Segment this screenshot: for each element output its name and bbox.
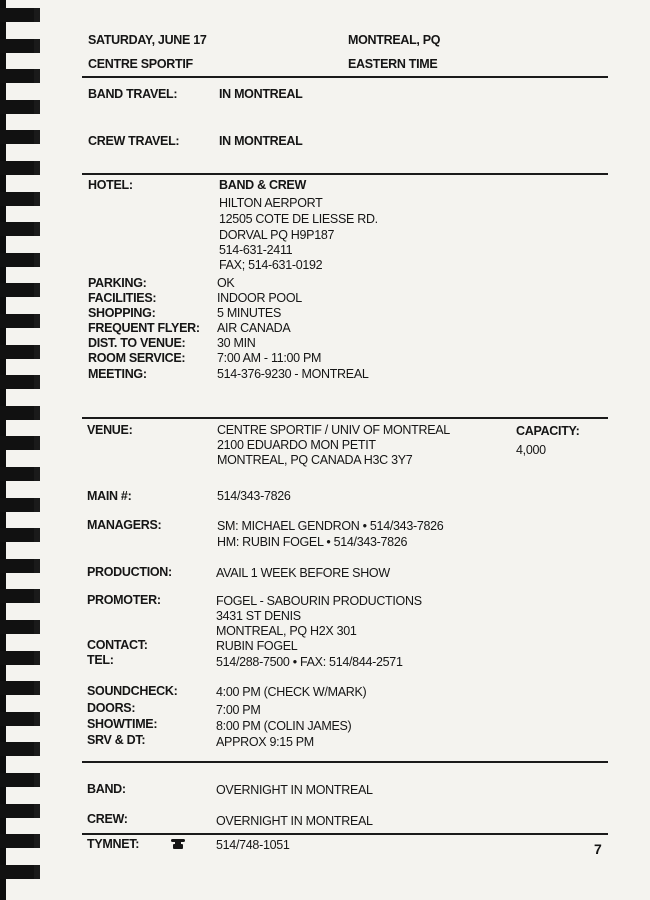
binding-tab	[0, 375, 40, 389]
promoter-line: 3431 ST DENIS	[216, 609, 301, 623]
hotel-detail-label: FREQUENT FLYER:	[88, 321, 200, 335]
divider	[82, 76, 608, 78]
production-value: AVAIL 1 WEEK BEFORE SHOW	[216, 566, 390, 580]
main-number-label: MAIN #:	[87, 489, 132, 503]
schedule-label: SOUNDCHECK:	[87, 684, 178, 698]
overnight-band-label: BAND:	[87, 782, 126, 796]
hotel-detail-value: AIR CANADA	[217, 321, 291, 335]
binding-tab	[0, 192, 40, 206]
binding-tab	[0, 651, 40, 665]
hotel-who: BAND & CREW	[219, 178, 306, 192]
hotel-detail-label: DIST. TO VENUE:	[88, 336, 186, 350]
binding-tab	[0, 589, 40, 603]
divider	[82, 833, 608, 835]
hotel-line: FAX; 514-631-0192	[219, 258, 323, 272]
schedule-value: APPROX 9:15 PM	[216, 735, 314, 749]
schedule-label: SRV & DT:	[87, 733, 146, 747]
binding-tab	[0, 406, 40, 420]
binding-tab	[0, 498, 40, 512]
hotel-detail-value: INDOOR POOL	[217, 291, 302, 305]
hotel-detail-label: PARKING:	[88, 276, 147, 290]
binding-tab	[0, 804, 40, 818]
divider	[82, 173, 608, 175]
managers-label: MANAGERS:	[87, 518, 162, 532]
manager-line: HM: RUBIN FOGEL • 514/343-7826	[217, 535, 408, 549]
band-travel-value: IN MONTREAL	[219, 87, 303, 101]
crew-travel-value: IN MONTREAL	[219, 134, 303, 148]
schedule-value: 4:00 PM (CHECK W/MARK)	[216, 685, 367, 699]
hotel-detail-value: 30 MIN	[217, 336, 256, 350]
hotel-detail-label: ROOM SERVICE:	[88, 351, 186, 365]
binding-tab	[0, 681, 40, 695]
binding-tab	[0, 467, 40, 481]
tymnet-label: TYMNET:	[87, 837, 140, 851]
binding-tab	[0, 436, 40, 450]
binding-tab	[0, 161, 40, 175]
header-city: MONTREAL, PQ	[348, 33, 441, 47]
contact-value: RUBIN FOGEL	[216, 639, 298, 653]
crew-travel-label: CREW TRAVEL:	[88, 134, 180, 148]
tel-label: TEL:	[87, 653, 114, 667]
tymnet-value: 514/748-1051	[216, 838, 290, 852]
venue-line: MONTREAL, PQ CANADA H3C 3Y7	[217, 453, 413, 467]
promoter-label: PROMOTER:	[87, 593, 161, 607]
schedule-label: DOORS:	[87, 701, 136, 715]
divider	[82, 417, 608, 419]
telephone-icon	[170, 838, 186, 850]
binding-tab	[0, 865, 40, 879]
hotel-line: 514-631-2411	[219, 243, 293, 257]
band-travel-label: BAND TRAVEL:	[88, 87, 178, 101]
hotel-line: DORVAL PQ H9P187	[219, 228, 335, 242]
hotel-detail-label: MEETING:	[88, 367, 147, 381]
promoter-line: FOGEL - SABOURIN PRODUCTIONS	[216, 594, 422, 608]
production-label: PRODUCTION:	[87, 565, 172, 579]
divider	[82, 761, 608, 763]
overnight-crew-value: OVERNIGHT IN MONTREAL	[216, 814, 373, 828]
overnight-crew-label: CREW:	[87, 812, 128, 826]
header-timezone: EASTERN TIME	[348, 57, 438, 71]
venue-label: VENUE:	[87, 423, 133, 437]
venue-line: CENTRE SPORTIF / UNIV OF MONTREAL	[217, 423, 450, 437]
binding-tab	[0, 130, 40, 144]
binding-tab	[0, 559, 40, 573]
tel-value: 514/288-7500 • FAX: 514/844-2571	[216, 655, 403, 669]
binding-tab	[0, 620, 40, 634]
binding-tab	[0, 222, 40, 236]
hotel-detail-value: OK	[217, 276, 235, 290]
header-date: SATURDAY, JUNE 17	[88, 33, 207, 47]
binding-tab	[0, 253, 40, 267]
hotel-line: 12505 COTE DE LIESSE RD.	[219, 212, 378, 226]
binding-tab	[0, 345, 40, 359]
binding-tab	[0, 283, 40, 297]
spiral-binding	[0, 0, 42, 900]
venue-line: 2100 EDUARDO MON PETIT	[217, 438, 376, 452]
overnight-band-value: OVERNIGHT IN MONTREAL	[216, 783, 373, 797]
hotel-label: HOTEL:	[88, 178, 133, 192]
binding-tab	[0, 834, 40, 848]
capacity-label: CAPACITY:	[516, 424, 580, 438]
binding-tab	[0, 314, 40, 328]
header-venue: CENTRE SPORTIF	[88, 57, 193, 71]
promoter-line: MONTREAL, PQ H2X 301	[216, 624, 357, 638]
page-number: 7	[594, 841, 602, 857]
hotel-detail-label: SHOPPING:	[88, 306, 156, 320]
manager-line: SM: MICHAEL GENDRON • 514/343-7826	[217, 519, 444, 533]
schedule-value: 7:00 PM	[216, 703, 261, 717]
binding-tab	[0, 773, 40, 787]
schedule-label: SHOWTIME:	[87, 717, 158, 731]
binding-tab	[0, 742, 40, 756]
binding-tab	[0, 528, 40, 542]
hotel-detail-value: 7:00 AM - 11:00 PM	[217, 351, 322, 365]
hotel-detail-value: 5 MINUTES	[217, 306, 281, 320]
binding-tab	[0, 712, 40, 726]
schedule-value: 8:00 PM (COLIN JAMES)	[216, 719, 352, 733]
binding-tab	[0, 100, 40, 114]
hotel-detail-value: 514-376-9230 - MONTREAL	[217, 367, 369, 381]
binding-tab	[0, 8, 40, 22]
binding-tab	[0, 39, 40, 53]
main-number-value: 514/343-7826	[217, 489, 291, 503]
capacity-value: 4,000	[516, 443, 546, 457]
binding-tab	[0, 69, 40, 83]
hotel-line: HILTON AERPORT	[219, 196, 323, 210]
hotel-detail-label: FACILITIES:	[88, 291, 157, 305]
contact-label: CONTACT:	[87, 638, 148, 652]
